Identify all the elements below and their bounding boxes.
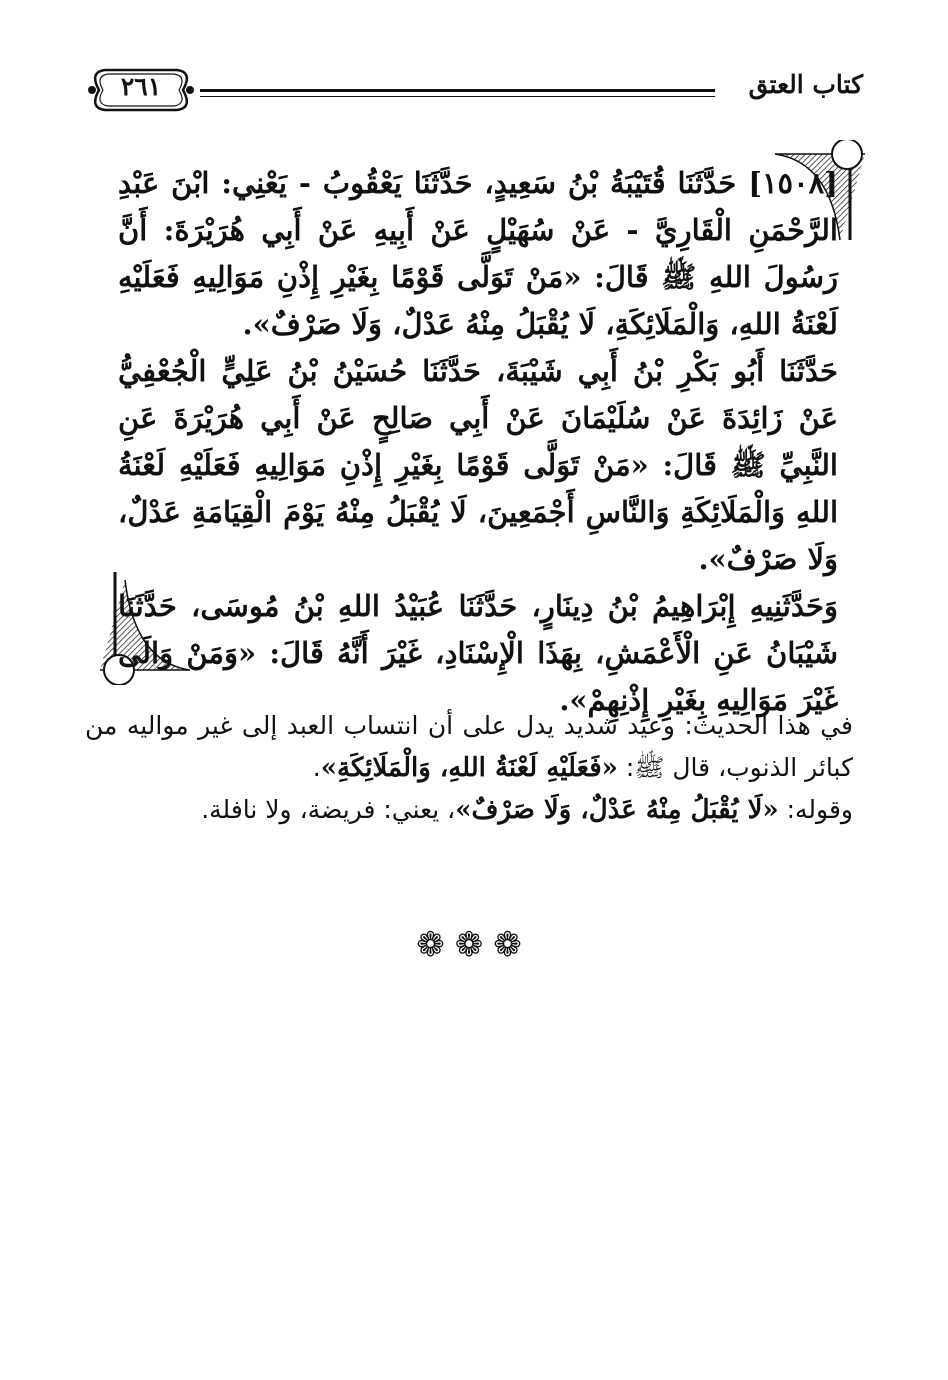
section-separator-icon: ❁❁❁	[416, 925, 532, 965]
hadith-text	[118, 160, 838, 724]
commentary-quote: «لَا يُقْبَلُ مِنْهُ عَدْلٌ، وَلَا صَرْفٌ»	[455, 795, 779, 825]
commentary-paragraph-2	[85, 789, 853, 831]
running-title: كتاب العتق	[748, 70, 863, 99]
commentary-text: ، يعني: فريضة، ولا نافلة.	[201, 795, 456, 824]
page-header	[85, 62, 863, 122]
hadith-paragraph-1: [١٥٠٨] حَدَّثَنَا قُتَيْبَةُ بْنُ سَعِيدٍ، حَدَّثَنَا يَعْقُوبُ - يَعْنِي: ابْنَ عَبْدِ الرَّحْمَنِ الْقَارِيَّ - عَنْ سُهَيْلٍ عَنْ أَبِيهِ عَنْ أَبِي هُرَيْرَةَ: أَنَّ رَسُولَ اللهِ ﷺ قَالَ: «مَنْ تَوَلَّى قَوْمًا بِغَيْرِ إِذْنِ مَوَالِيهِ فَعَلَيْهِ لَعْنَةُ اللهِ، وَالْمَلَائِكَةِ، لَا يُقْبَلُ مِنْهُ عَدْلٌ، وَلَا صَرْفٌ».	[118, 166, 838, 341]
commentary-paragraph-1	[85, 705, 853, 789]
commentary-text: في هذا الحديث: وعيد شديد يدل على أن انتساب العبد إلى غير مواليه من كبائر الذنوب، قال ﷺ:	[85, 711, 853, 782]
commentary	[85, 705, 853, 831]
hadith-paragraph-3: وَحَدَّثَنِيهِ إِبْرَاهِيمُ بْنُ دِينَارٍ، حَدَّثَنَا عُبَيْدُ اللهِ بْنُ مُوسَى، حَدَّثَنَا شَيْبَانُ عَنِ الْأَعْمَشِ، بِهَذَا الْإِسْنَادِ، غَيْرَ أَنَّهُ قَالَ: «وَمَنْ وَالَى غَيْرَ مَوَالِيهِ بِغَيْرِ إِذْنِهِمْ».	[118, 589, 838, 717]
commentary-text: وقوله:	[778, 795, 853, 824]
page-number: ٢٦١	[120, 72, 162, 101]
hadith-paragraph-2: حَدَّثَنَا أَبُو بَكْرِ بْنُ أَبِي شَيْبَةَ، حَدَّثَنَا حُسَيْنُ بْنُ عَلِيٍّ الْجُعْفِيُّ عَنْ زَائِدَةَ عَنْ سُلَيْمَانَ عَنْ أَبِي صَالِحٍ عَنْ أَبِي هُرَيْرَةَ عَنِ النَّبِيِّ ﷺ قَالَ: «مَنْ تَوَلَّى قَوْمًا بِغَيْرِ إِذْنِ مَوَالِيهِ فَعَلَيْهِ لَعْنَةُ اللهِ وَالْمَلَائِكَةِ وَالنَّاسِ أَجْمَعِينَ، لَا يُقْبَلُ مِنْهُ يَوْمَ الْقِيَامَةِ عَدْلٌ، وَلَا صَرْفٌ».	[118, 354, 838, 576]
commentary-end: .	[312, 753, 321, 782]
commentary-quote: «فَعَلَيْهِ لَعْنَةُ اللهِ، وَالْمَلَائِكَةِ»	[320, 753, 618, 783]
header-rule	[200, 89, 715, 97]
